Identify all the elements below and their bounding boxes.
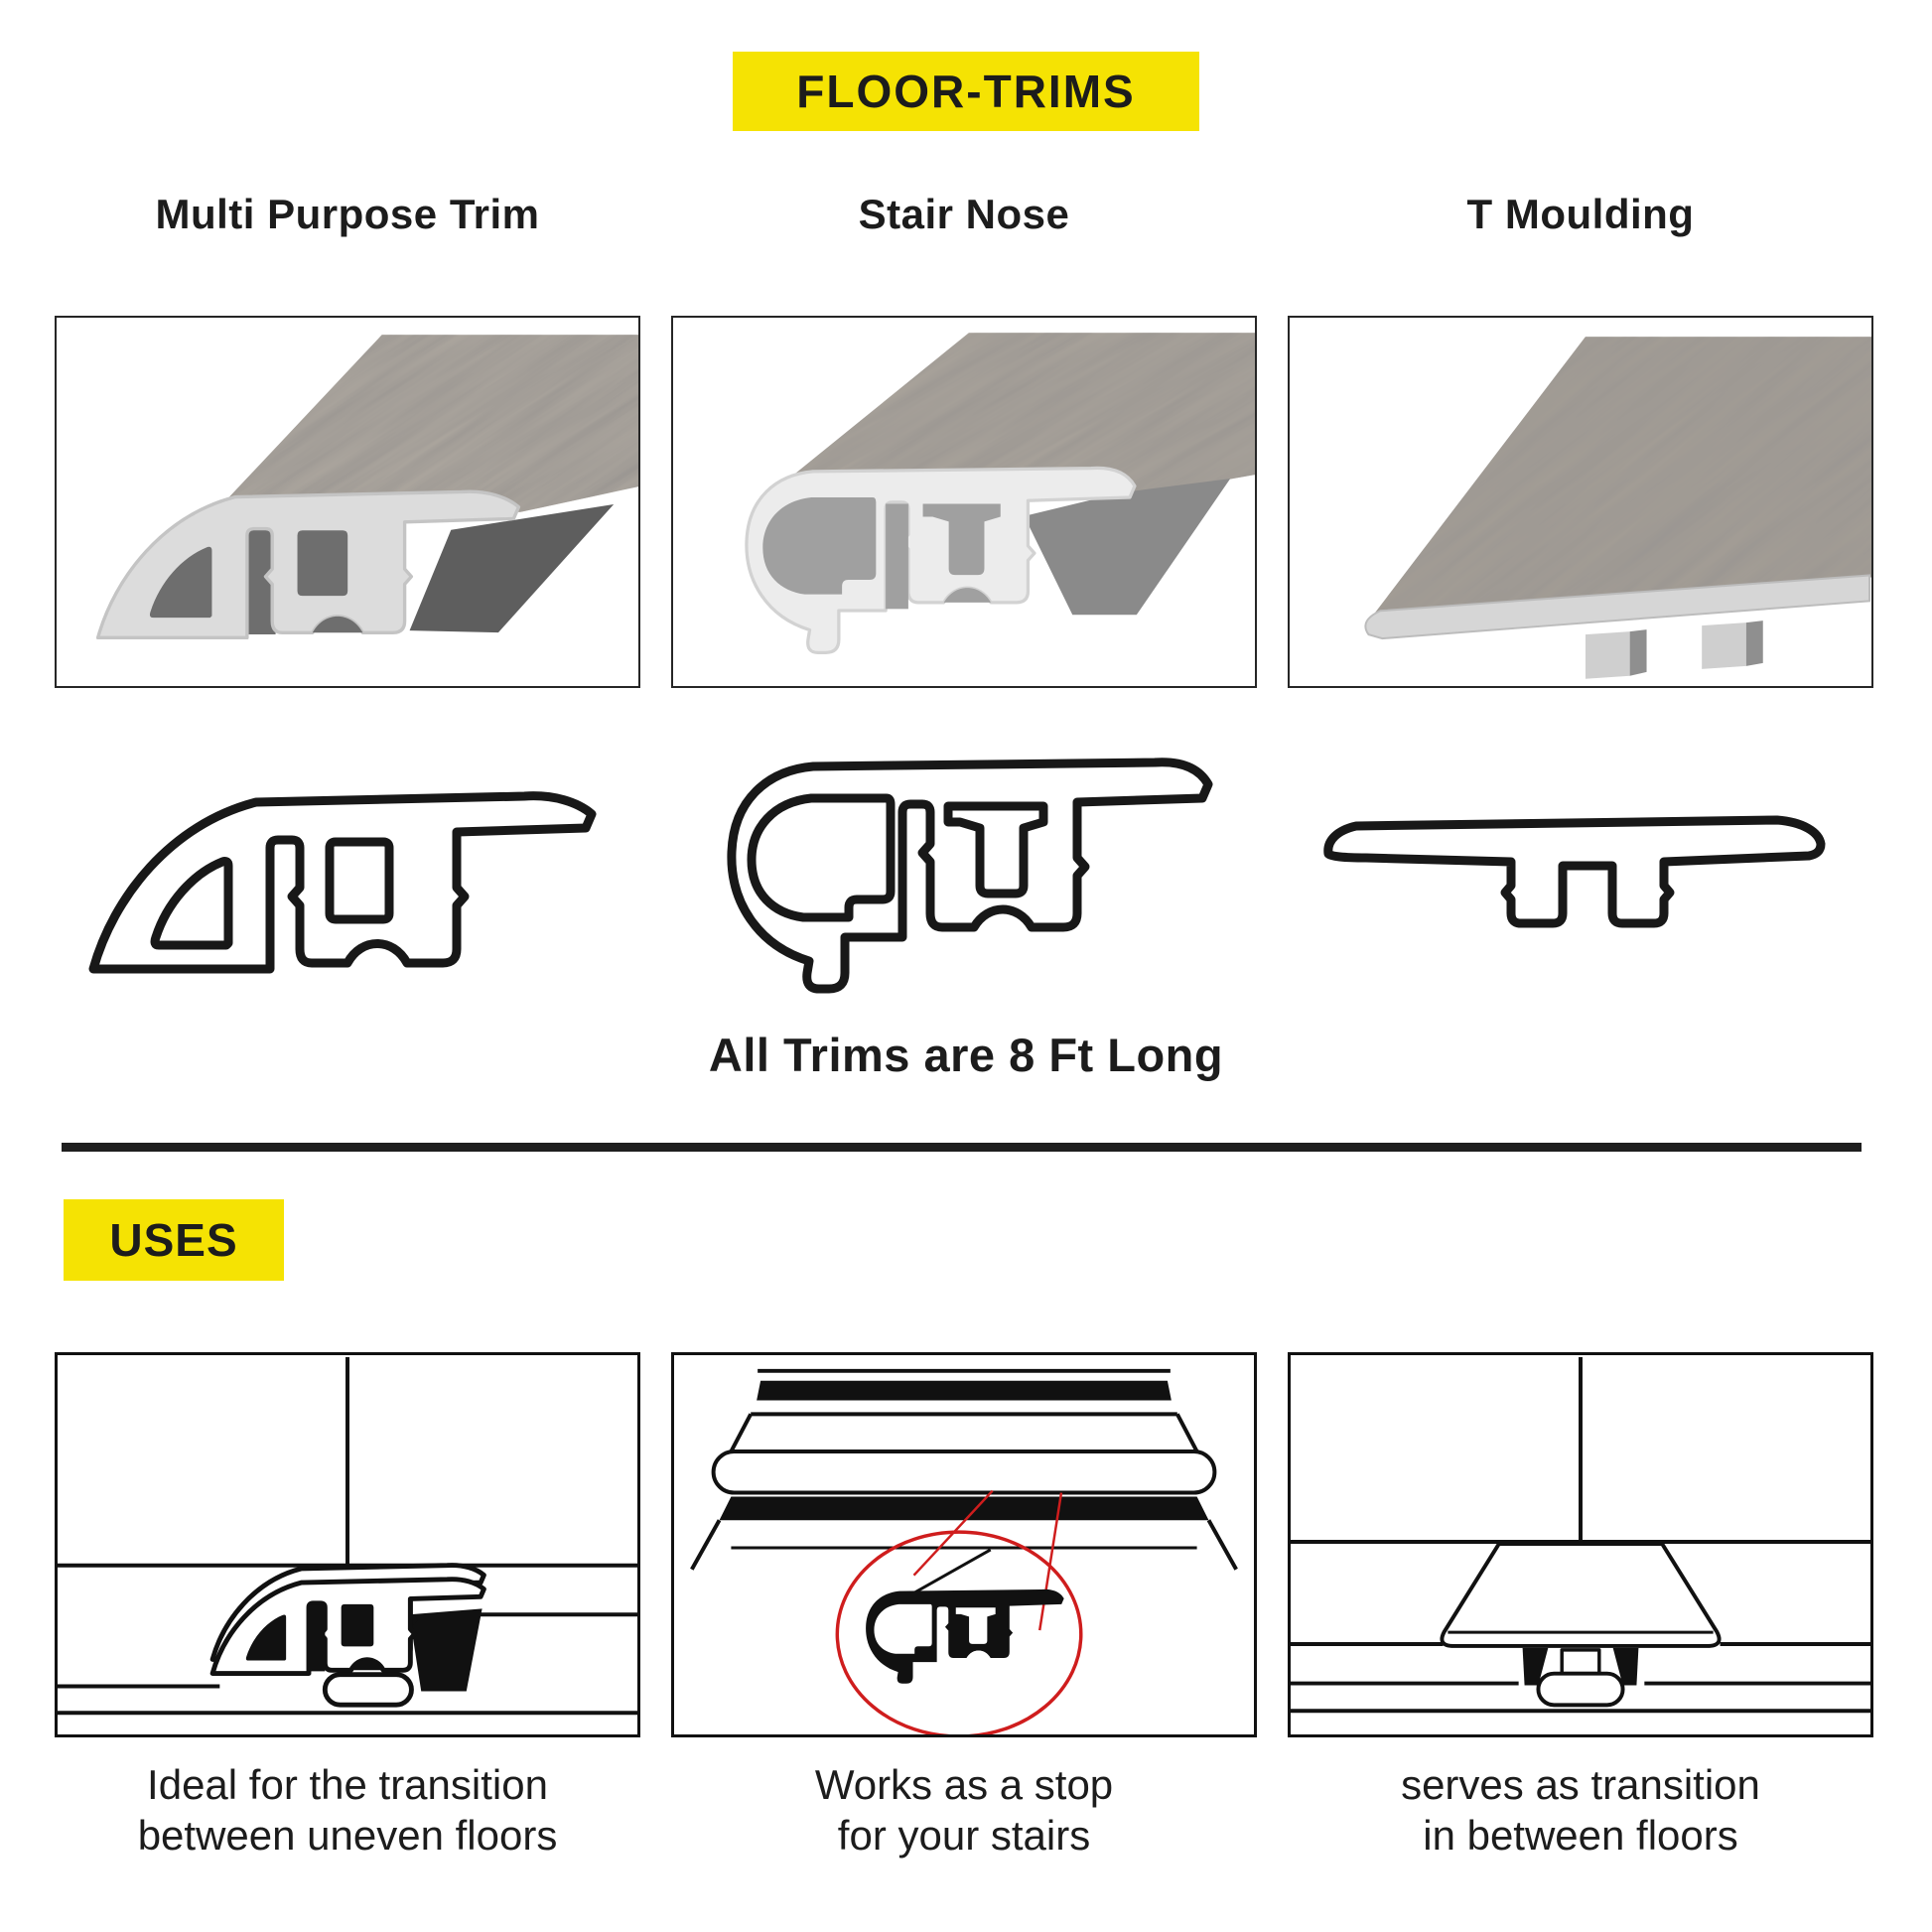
- t-moulding-3d-render-icon: [1290, 318, 1871, 686]
- product-photos-row: [55, 316, 1873, 688]
- multi-purpose-trim-cross-section-icon: [79, 753, 616, 1001]
- stair-nose-3d-render-icon: [673, 318, 1255, 686]
- product-name-t-moulding: T Moulding: [1466, 191, 1695, 237]
- stair-nose-cross-section: [671, 750, 1257, 1003]
- caption-line: in between floors: [1423, 1812, 1738, 1860]
- caption-line: Ideal for the transition: [147, 1761, 548, 1808]
- t-moulding-cross-section-icon: [1312, 792, 1849, 961]
- stair-nose-cross-section-icon: [696, 743, 1232, 1011]
- cross-sections-row: [55, 750, 1873, 1003]
- multi-purpose-trim-3d-render-icon: [57, 318, 638, 686]
- product-name-multi-purpose-trim: Multi Purpose Trim: [155, 191, 540, 237]
- caption-line: for your stairs: [837, 1812, 1091, 1860]
- length-note: All Trims are 8 Ft Long: [708, 1029, 1224, 1081]
- uses-illustrations-row: [55, 1352, 1873, 1737]
- t-moulding-photo: [1288, 316, 1873, 688]
- caption-multi-purpose-trim: [55, 1759, 640, 1861]
- caption-line: between uneven floors: [137, 1812, 558, 1860]
- uses-captions-row: [55, 1759, 1873, 1861]
- t-moulding-cross-section: [1288, 750, 1873, 1003]
- multi-purpose-trim-cross-section: [55, 750, 640, 1003]
- page-title-highlight: [733, 52, 1199, 131]
- caption-line: Works as a stop: [814, 1761, 1114, 1808]
- caption-t-moulding: [1288, 1759, 1873, 1861]
- between-floors-transition-illustration: [1288, 1352, 1873, 1737]
- uneven-floor-transition-illustration: [55, 1352, 640, 1737]
- uses-label: USES: [109, 1214, 238, 1266]
- caption-stair-nose: [671, 1759, 1257, 1861]
- uneven-floor-transition-icon: [58, 1355, 637, 1734]
- page-title: FLOOR-TRIMS: [796, 66, 1136, 117]
- caption-line: serves as transition: [1401, 1761, 1760, 1808]
- stair-stop-illustration: [671, 1352, 1257, 1737]
- multi-purpose-trim-photo: [55, 316, 640, 688]
- stair-nose-photo: [671, 316, 1257, 688]
- product-name-stair-nose: Stair Nose: [858, 191, 1070, 237]
- section-divider: [62, 1143, 1862, 1152]
- between-floors-transition-icon: [1291, 1355, 1870, 1734]
- stair-stop-icon: [674, 1355, 1254, 1734]
- product-headers-row: [55, 191, 1873, 238]
- uses-label-highlight: [64, 1199, 284, 1281]
